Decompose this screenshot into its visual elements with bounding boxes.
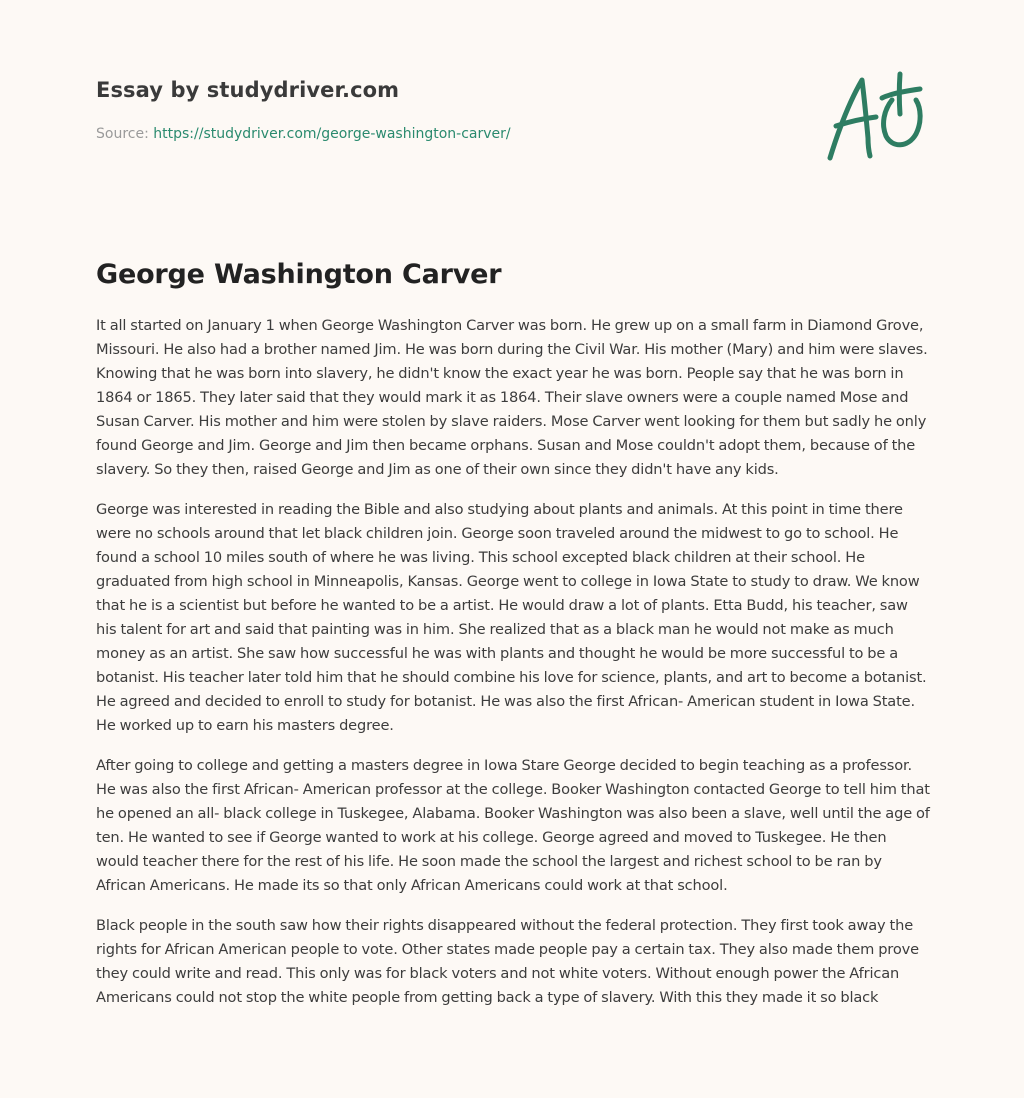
site-header [96,76,796,144]
source-label: Source: [96,126,149,142]
a-plus-grade-icon [820,66,932,166]
article-paragraph-3: After going to college and getting a masters degree in Iowa Stare George decided to begin teaching as a professor. He was also the first African- American professor at the college. Booker Washington contacted George to tell him that he opened an all- black college in Tuskegee, Alabama. Booker Washington was also been a slave, well until the age of ten. He wanted to see if George wanted to work at his college. George agreed and moved to Tuskegee. He then would teacher there for the rest of his life. He soon made the school the largest and richest school to be ran by African Americans. He made its so that only African Americans could work at that school. [96,757,930,894]
article [96,257,930,1026]
article-paragraph-1: It all started on January 1 when George Washington Carver was born. He grew up on a small farm in Diamond Grove, Missouri. He also had a brother named Jim. He was born during the Civil War. His mother (Mary) and him were slaves. Knowing that he was born into slavery, he didn't know the exact year he was born. People say that he was born in 1864 or 1865. They later said that they would mark it as 1864. Their slave owners were a couple named Mose and Susan Carver. His mother and him were stolen by slave raiders. Mose Carver went looking for them but sadly he only found George and Jim. George and Jim then became orphans. Susan and Mose couldn't adopt them, because of the slavery. So they then, raised George and Jim as one of their own since they didn't have any kids. [96,317,928,478]
article-paragraph-2: George was interested in reading the Bible and also studying about plants and animals. At this point in time there were no schools around that let black children join. George soon traveled around the midwest to go to school. He found a school 10 miles south of where he was living. This school excepted black children at their school. He graduated from high school in Minneapolis, Kansas. George went to college in Iowa State to study to draw. We know that he is a scientist but before he wanted to be a artist. He would draw a lot of plants. Etta Budd, his teacher, saw his talent for art and said that painting was in him. She realized that as a black man he would not make as much money as an artist. She saw how successful he was with plants and thought he would be more successful to be a botanist. His teacher later told him that he should combine his love for science, plants, and art to become a botanist. He agreed and decided to enroll to study for botanist. He was also the first African- American student in Iowa State. He worked up to earn his masters degree. [96,501,927,734]
article-paragraph-4: Black people in the south saw how their rights disappeared without the federal protection. They first took away the rights for African American people to vote. Other states made people pay a certain tax. They also made them prove they could write and read. This only was for black voters and not white voters. Without enough power the African Americans could not stop the white people from getting back a type of slavery. With this they made it so black [96,917,919,1006]
source-line [96,124,796,144]
article-title: George Washington Carver [96,259,502,290]
source-link[interactable]: https://studydriver.com/george-washington-carver/ [153,126,511,142]
site-title: Essay by studydriver.com [96,78,400,102]
